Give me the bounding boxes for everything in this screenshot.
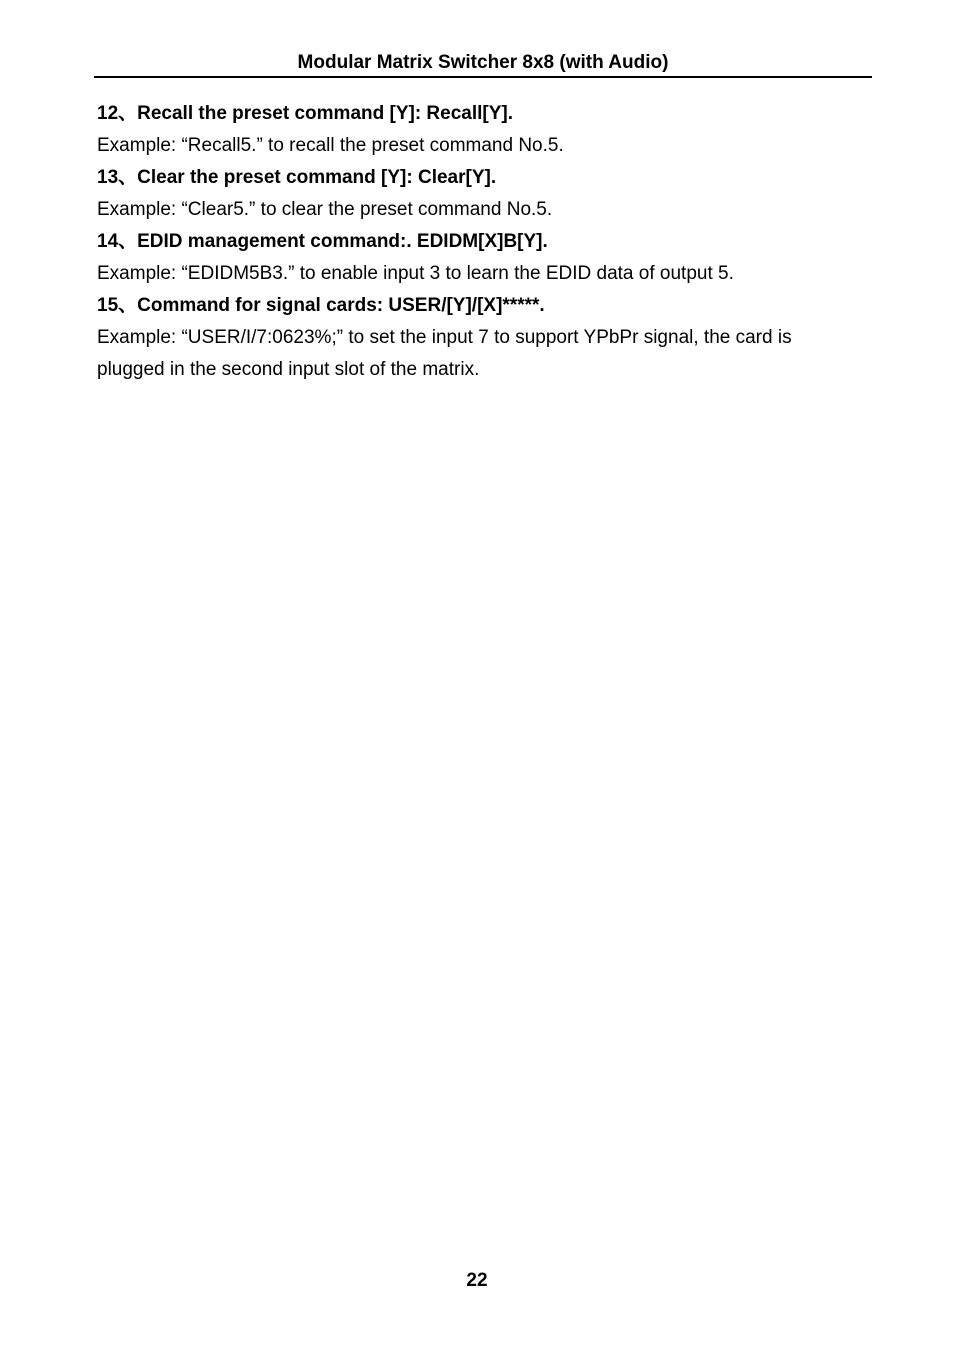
- section-example-13: Example: “Clear5.” to clear the preset command No.5.: [97, 199, 553, 220]
- section-heading-15: 15、Command for signal cards: USER/[Y]/[X]*****.: [97, 295, 545, 316]
- page-number: 22: [466, 1270, 488, 1291]
- section-example-14: Example: “EDIDM5B3.” to enable input 3 to learn the EDID data of output 5.: [97, 263, 734, 284]
- page-header-title: Modular Matrix Switcher 8x8 (with Audio): [94, 50, 872, 78]
- section-example-15-line1: Example: “USER/I/7:0623%;” to set the input 7 to support YPbPr signal, the card is: [97, 327, 792, 348]
- section-heading-12: 12、Recall the preset command [Y]: Recall[Y].: [97, 103, 514, 124]
- section-example-12: Example: “Recall5.” to recall the preset command No.5.: [97, 135, 564, 156]
- section-example-15-line2: plugged in the second input slot of the matrix.: [97, 359, 480, 380]
- document-body: [97, 98, 857, 386]
- section-heading-13: 13、Clear the preset command [Y]: Clear[Y].: [97, 167, 497, 188]
- section-heading-14: 14、EDID management command:. EDIDM[X]B[Y].: [97, 231, 548, 252]
